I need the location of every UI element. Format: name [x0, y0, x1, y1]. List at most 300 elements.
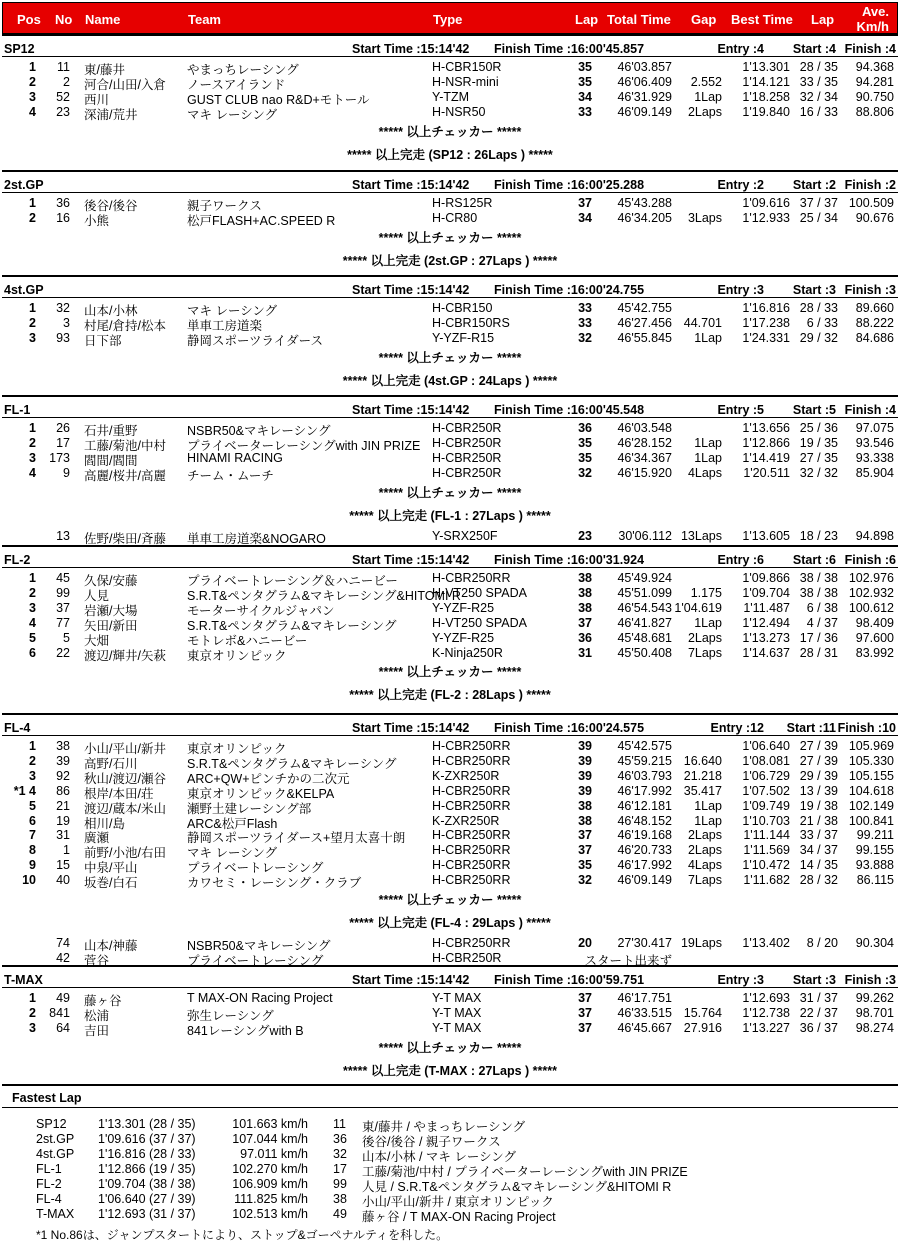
fastest-title: Fastest Lap: [12, 1091, 82, 1105]
cell-no: 2: [63, 74, 70, 89]
cell-type: H-CBR250R: [432, 950, 502, 965]
cell-pos: 2: [29, 585, 36, 600]
cell-pos: 6: [29, 813, 36, 828]
cell-pos: 2: [29, 74, 36, 89]
cell-blap: 18 / 23: [799, 528, 838, 543]
cell-blap: 27 / 35: [799, 450, 838, 465]
cell-ave: 100.612: [848, 600, 894, 615]
cell-team: モーターサイクルジャパン: [187, 603, 335, 618]
section-rule: [2, 34, 898, 36]
start-count: Start :3: [792, 283, 836, 297]
cell-total: 46'09.149: [617, 104, 672, 119]
cell-type: H-NSR50: [432, 104, 486, 119]
finish-count: Finish :10: [837, 721, 896, 735]
cell-lap: 38: [578, 600, 592, 615]
cell-blap: 8 / 20: [806, 936, 838, 950]
cell-no: 19: [56, 813, 70, 828]
fastest-class: FL-4: [36, 1192, 62, 1206]
cell-gap: 27.916: [683, 1020, 722, 1035]
cell-no: 32: [56, 301, 70, 315]
cell-total: 46'31.929: [617, 89, 672, 104]
checker-line: ***** 以上チェッカー *****: [378, 893, 522, 907]
cell-total: 45'42.755: [617, 301, 672, 315]
cell-name: 人見: [84, 588, 110, 603]
cell-lap: 33: [578, 301, 592, 315]
cell-pos: 1: [29, 60, 36, 74]
col-pos: Pos: [17, 12, 41, 27]
cell-total: 45'50.408: [617, 645, 672, 660]
cell-no: 40: [56, 873, 70, 888]
finish-count: Finish :2: [844, 178, 896, 192]
cell-name: 坂巻/白石: [84, 876, 138, 891]
cell-total: 46'17.751: [617, 991, 672, 1005]
cell-pos: 2: [29, 435, 36, 450]
class-name: FL-2: [4, 553, 31, 567]
cell-total: 46'41.827: [617, 615, 672, 630]
cell-ave: 94.281: [855, 74, 894, 89]
section-rule: [2, 395, 898, 397]
entry-count: Entry :4: [717, 42, 764, 56]
fastest-no: 17: [333, 1162, 347, 1176]
cell-gap: 7Laps: [687, 645, 722, 660]
cell-name: 渡辺/輝井/矢萩: [84, 648, 166, 663]
cell-type: H-CBR150R: [432, 60, 502, 74]
start-time: Start Time :15:14'42: [352, 42, 470, 56]
cell-ave: 93.546: [855, 435, 894, 450]
cell-ave: 97.600: [855, 630, 894, 645]
result-row: [4, 873, 896, 891]
fastest-time: 1'16.816 (28 / 33): [98, 1147, 196, 1161]
cell-lap: 37: [578, 828, 592, 843]
cell-no: 841: [49, 1005, 70, 1020]
cell-blap: 34 / 37: [799, 843, 838, 858]
start-count: Start :5: [792, 403, 836, 417]
cell-type: H-CBR250RR: [432, 753, 511, 768]
cell-best: 1'19.840: [742, 104, 790, 119]
cell-pos: 6: [29, 645, 36, 660]
cell-ave: 86.115: [856, 873, 894, 888]
cell-lap: 36: [578, 630, 592, 645]
cell-no: 13: [56, 528, 70, 543]
cell-type: K-Ninja250R: [432, 645, 503, 660]
cell-no: 22: [56, 645, 70, 660]
cell-total: 45'49.924: [617, 571, 672, 585]
cell-type: H-CBR250R: [432, 435, 502, 450]
result-row: [4, 858, 896, 876]
cell-name: 日下部: [84, 333, 122, 348]
result-row: [4, 843, 896, 861]
fastest-no: 11: [333, 1117, 346, 1131]
cell-best: 1'12.933: [742, 210, 790, 225]
cell-pos: 5: [29, 798, 36, 813]
cell-type: H-CBR250RR: [432, 858, 511, 873]
cell-gap: 35.417: [683, 783, 722, 798]
cell-gap: 2.552: [690, 74, 722, 89]
result-row: [4, 631, 896, 646]
cell-total: 46'19.168: [617, 828, 672, 843]
cell-total: 45'51.099: [617, 585, 672, 600]
cell-ave: 105.330: [848, 753, 894, 768]
cell-no: 45: [56, 571, 70, 585]
entry-count: Entry :6: [717, 553, 764, 567]
section-rule: [2, 965, 898, 967]
col-best-lap: Lap: [811, 12, 835, 27]
cell-no: 23: [56, 104, 70, 119]
cell-gap: 2Laps: [687, 828, 722, 843]
cell-team: プライベートレーシング: [187, 953, 324, 968]
checker-line: ***** 以上チェッカー *****: [378, 230, 522, 245]
cell-team: 東京オリンピック: [187, 742, 287, 756]
cell-ave: 90.750: [855, 89, 894, 104]
cell-total: 46'27.456: [617, 315, 672, 330]
cell-name: 岩瀬/大場: [84, 603, 138, 618]
cell-type: H-RS125R: [432, 196, 493, 210]
finish-count: Finish :6: [844, 553, 896, 567]
cell-gap: 4Laps: [687, 465, 722, 480]
cell-pos: 2: [29, 210, 36, 225]
cell-gap: 1Lap: [694, 435, 722, 450]
cell-pos: 3: [29, 330, 36, 345]
cell-blap: 29 / 39: [799, 768, 838, 783]
fastest-time: 1'09.616 (37 / 37): [98, 1132, 196, 1146]
col-gap: Gap: [691, 12, 717, 27]
finish-time: Finish Time :16:00'45.548: [494, 403, 645, 417]
cell-ave: 98.701: [855, 1005, 894, 1020]
col-lap: Lap: [575, 12, 599, 27]
cell-name: 矢田/新田: [84, 618, 138, 633]
fastest-no: 49: [333, 1207, 347, 1221]
cell-total: 46'55.845: [617, 330, 672, 345]
cell-gap: 19Laps: [680, 936, 722, 950]
cell-name: 佐野/柴田/斉藤: [84, 531, 166, 546]
cell-lap: 35: [578, 435, 592, 450]
cell-blap: 33 / 37: [799, 828, 838, 843]
cell-type: H-CBR250RR: [432, 873, 511, 888]
cell-name: 久保/安藤: [84, 574, 138, 588]
cell-no: 1: [63, 843, 70, 858]
cell-type: Y-SRX250F: [432, 528, 498, 543]
cell-type: Y-T MAX: [432, 991, 482, 1005]
cell-team: 静岡スポーツライダース: [187, 333, 324, 348]
cell-total: 46'17.992: [617, 783, 672, 798]
result-row: [4, 60, 896, 75]
cell-type: H-CBR150RS: [432, 315, 510, 330]
section-rule: [2, 545, 898, 547]
cell-ave: 84.686: [855, 330, 894, 345]
cell-lap: 38: [578, 571, 592, 585]
fastest-row: [0, 1147, 900, 1162]
fastest-time: 1'13.301 (28 / 35): [98, 1117, 196, 1131]
cell-gap: 2Laps: [687, 630, 722, 645]
cell-ave: 99.262: [855, 991, 894, 1005]
cell-ave: 88.222: [855, 315, 894, 330]
cell-team: ARC&松戸Flash: [187, 816, 278, 831]
fastest-speed: 97.011 km/h: [240, 1147, 308, 1161]
header-rule: [2, 297, 898, 298]
cell-blap: 6 / 33: [806, 315, 838, 330]
cell-pos: 4: [29, 615, 36, 630]
entry-count: Entry :2: [717, 178, 764, 192]
cell-lap: 31: [578, 645, 592, 660]
cell-name: 大畑: [84, 633, 110, 648]
col-type: Type: [433, 12, 463, 27]
cell-blap: 32 / 34: [799, 89, 838, 104]
cell-no: 77: [56, 615, 70, 630]
result-row: [4, 828, 896, 846]
cell-ave: 102.149: [848, 798, 894, 813]
cell-lap: 33: [578, 104, 592, 119]
cell-type: H-CBR250RR: [432, 739, 511, 753]
fastest-row: [0, 1177, 900, 1192]
cell-lap: 20: [578, 936, 592, 950]
finish-time: Finish Time :16:00'31.924: [494, 553, 645, 567]
cell-best: 1'12.738: [742, 1005, 790, 1020]
cell-no: 92: [56, 768, 70, 783]
cell-best: 1'13.273: [742, 630, 790, 645]
cell-total: 45'42.575: [617, 739, 672, 753]
entry-count: Entry :3: [717, 973, 764, 987]
cell-team: 親子ワークス: [187, 199, 262, 213]
cell-ave: 85.904: [855, 465, 894, 480]
cell-name: 秋山/渡辺/瀬谷: [84, 771, 166, 786]
finish-time: Finish Time :16:00'45.857: [494, 42, 645, 56]
cell-team: プライベートレーシング: [187, 861, 324, 876]
fastest-class: FL-2: [36, 1177, 62, 1191]
cell-no: 21: [56, 798, 70, 813]
complete-line: ***** 以上完走 (2st.GP : 27Laps ) *****: [342, 253, 558, 268]
cell-no: 52: [56, 89, 70, 104]
result-row: [4, 646, 896, 661]
fastest-rider: 小山/平山/新井 / 東京オリンピック: [362, 1195, 554, 1209]
cell-blap: 19 / 35: [799, 435, 838, 450]
cell-best: 1'12.693: [742, 991, 790, 1005]
cell-no: 93: [56, 330, 70, 345]
cell-pos: 10: [22, 873, 36, 888]
cell-team: NSBR50&マキレーシング: [187, 939, 331, 953]
cell-name: 藤ヶ谷: [84, 994, 122, 1008]
cell-gap: 1Lap: [694, 798, 722, 813]
cell-type: H-CBR250RR: [432, 936, 511, 950]
cell-team: S.R.T&ペンタグラム&マキレーシング&HITOMI R: [187, 588, 461, 603]
cell-no: 173: [49, 450, 70, 465]
cell-ave: 98.409: [855, 615, 894, 630]
result-row: [4, 451, 896, 466]
cell-blap: 13 / 39: [799, 783, 838, 798]
cell-team: プライベーターレーシングwith JIN PRIZE: [187, 438, 421, 453]
header-rule: [2, 735, 898, 736]
fastest-rider: 人見 / S.R.T&ペンタグラム&マキレーシング&HITOMI R: [362, 1180, 672, 1194]
cell-best: 1'06.640: [742, 739, 790, 753]
fastest-speed: 107.044 km/h: [232, 1132, 308, 1146]
cell-blap: 36 / 37: [799, 1020, 838, 1035]
col-team: Team: [188, 12, 221, 27]
col-total: Total Time: [607, 12, 671, 27]
cell-pos: 2: [29, 1005, 36, 1020]
header-rule: [2, 56, 898, 57]
cell-best: 1'11.487: [743, 600, 790, 615]
cell-total: 46'09.149: [617, 873, 672, 888]
cell-total: 46'34.367: [617, 450, 672, 465]
checker-line: ***** 以上チェッカー *****: [378, 485, 522, 500]
checker-line: ***** 以上チェッカー *****: [378, 1040, 522, 1055]
cell-blap: 28 / 35: [799, 60, 838, 74]
result-row: [4, 586, 896, 601]
result-row: [4, 601, 896, 616]
cell-gap: 1Lap: [694, 89, 722, 104]
cell-best: 1'14.419: [742, 450, 790, 465]
result-row: [4, 616, 896, 631]
cell-team: 東京オリンピック&KELPA: [187, 786, 335, 801]
cell-gap: 1.175: [690, 585, 722, 600]
col-best: Best Time: [731, 12, 793, 27]
cell-type: H-CBR250R: [432, 450, 502, 465]
start-time: Start Time :15:14'42: [352, 553, 470, 567]
cell-best: 1'07.502: [742, 783, 790, 798]
header-rule: [2, 417, 898, 418]
cell-best: 1'08.081: [742, 753, 790, 768]
cell-team: カワセミ・レーシング・クラブ: [187, 876, 362, 891]
cell-pos: 1: [29, 571, 36, 585]
class-name: FL-1: [4, 403, 31, 417]
cell-best: 1'18.258: [742, 89, 790, 104]
cell-blap: 28 / 33: [799, 301, 838, 315]
cell-total: 46'33.515: [617, 1005, 672, 1020]
cell-no: 74: [56, 936, 70, 950]
fastest-no: 36: [333, 1132, 347, 1146]
complete-line: ***** 以上完走 (4st.GP : 24Laps ) *****: [342, 373, 558, 388]
cell-name: 村尾/倉持/松本: [84, 318, 166, 333]
cell-type: H-VT250 SPADA: [432, 615, 527, 630]
cell-ave: 94.368: [855, 60, 894, 74]
start-count: Start :2: [792, 178, 836, 192]
cell-ave: 94.898: [855, 528, 894, 543]
cell-best: 1'16.816: [742, 301, 790, 315]
cell-no: 49: [56, 991, 70, 1005]
cell-pos: 3: [29, 768, 36, 783]
result-row: [4, 301, 896, 316]
cell-name: 廣瀬: [84, 831, 110, 846]
fastest-row: [0, 1207, 900, 1222]
cell-total: 46'20.733: [617, 843, 672, 858]
finish-count: Finish :4: [844, 42, 896, 56]
complete-line: ***** 以上完走 (FL-2 : 28Laps ) *****: [349, 688, 551, 703]
checker-line: ***** 以上チェッカー *****: [378, 124, 522, 139]
cell-total: 46'06.409: [617, 74, 672, 89]
cell-ave: 88.806: [855, 104, 894, 119]
cell-total: 45'43.288: [617, 196, 672, 210]
cell-team: S.R.T&ペンタグラム&マキレーシング: [187, 756, 397, 771]
cell-gap: 7Laps: [687, 873, 722, 888]
cell-gap: 1'04.619: [674, 600, 722, 615]
fastest-speed: 102.513 km/h: [232, 1207, 308, 1221]
cell-blap: 4 / 37: [806, 615, 838, 630]
cell-ave: 97.075: [855, 421, 894, 435]
finish-count: Finish :4: [844, 403, 896, 417]
cell-team: ARC+QW+ピンチかの二次元: [187, 771, 350, 786]
cell-gap: 2Laps: [687, 104, 722, 119]
cell-team: やまっちレーシング: [187, 63, 299, 77]
cell-total: 46'28.152: [617, 435, 672, 450]
cell-no: 15: [56, 858, 70, 873]
cell-gap: 13Laps: [680, 528, 722, 543]
result-row: [4, 991, 896, 1006]
cell-lap: 35: [578, 858, 592, 873]
cell-blap: 38 / 38: [799, 585, 838, 600]
fastest-no: 99: [333, 1177, 347, 1191]
class-name: FL-4: [4, 721, 31, 735]
cell-blap: 16 / 33: [799, 104, 838, 119]
cell-total: 27'30.417: [617, 936, 672, 950]
cell-ave: 99.155: [855, 843, 894, 858]
cell-best: 1'13.656: [742, 421, 790, 435]
cell-no: 26: [56, 421, 70, 435]
cell-name: 石井/重野: [84, 424, 138, 438]
cell-best: 1'17.238: [742, 315, 790, 330]
cell-lap: 37: [578, 1020, 592, 1035]
cell-type: H-VT250 SPADA: [432, 585, 527, 600]
finish-count: Finish :3: [844, 973, 896, 987]
result-row: [4, 739, 896, 754]
cell-name: 閻間/閻間: [84, 453, 138, 468]
cell-best: 1'11.144: [743, 828, 790, 843]
cell-team: S.R.T&ペンタグラム&マキレーシング: [187, 618, 397, 633]
cell-lap: 35: [578, 74, 592, 89]
cell-team: ノースアイランド: [187, 77, 286, 92]
cell-gap: 16.640: [683, 753, 722, 768]
entry-count: Entry :3: [717, 283, 764, 297]
fastest-rider: 東/藤井 / やまっちレーシング: [362, 1120, 526, 1134]
cell-best: 1'13.301: [742, 60, 790, 74]
cell-lap: 37: [578, 1005, 592, 1020]
cell-team: T MAX-ON Racing Project: [187, 991, 333, 1005]
cell-team: NSBR50&マキレーシング: [187, 424, 331, 438]
cell-team: マキ レーシング: [187, 304, 278, 318]
cell-type: Y-YZF-R25: [432, 600, 495, 615]
cell-type: H-NSR-mini: [432, 74, 499, 89]
cell-best: 1'06.729: [742, 768, 790, 783]
cell-best: 1'11.569: [743, 843, 790, 858]
cell-type: H-CBR250RR: [432, 843, 511, 858]
cell-best: 1'13.605: [742, 528, 790, 543]
cell-name: 小熊: [84, 213, 110, 228]
unclassified-row: [4, 529, 896, 544]
cell-name: 工藤/菊池/中村: [84, 438, 166, 453]
cell-ave: 105.969: [848, 739, 894, 753]
cell-total: 46'03.857: [617, 60, 672, 74]
cell-gap: 1Lap: [694, 450, 722, 465]
cell-total: 46'34.205: [617, 210, 672, 225]
complete-line: ***** 以上完走 (T-MAX : 27Laps ) *****: [343, 1063, 557, 1078]
cell-name: 松浦: [84, 1008, 110, 1023]
col-ave: Ave. Km/h: [856, 4, 889, 34]
cell-pos: 3: [29, 600, 36, 615]
cell-name: 高野/石川: [84, 756, 138, 771]
cell-best: 1'24.331: [742, 330, 790, 345]
class-name: SP12: [4, 42, 35, 56]
result-row: [4, 436, 896, 451]
cell-lap: 37: [578, 843, 592, 858]
cell-pos: 1: [29, 421, 36, 435]
cell-pos: 2: [29, 753, 36, 768]
cell-name: 深浦/荒井: [84, 107, 138, 122]
cell-no: 11: [57, 60, 70, 74]
cell-type: H-CBR250R: [432, 421, 502, 435]
cell-team: HINAMI RACING: [187, 450, 283, 465]
cell-no: 38: [56, 739, 70, 753]
start-time: Start Time :15:14'42: [352, 721, 470, 735]
header-rule: [2, 192, 898, 193]
cell-best: 1'12.494: [742, 615, 790, 630]
